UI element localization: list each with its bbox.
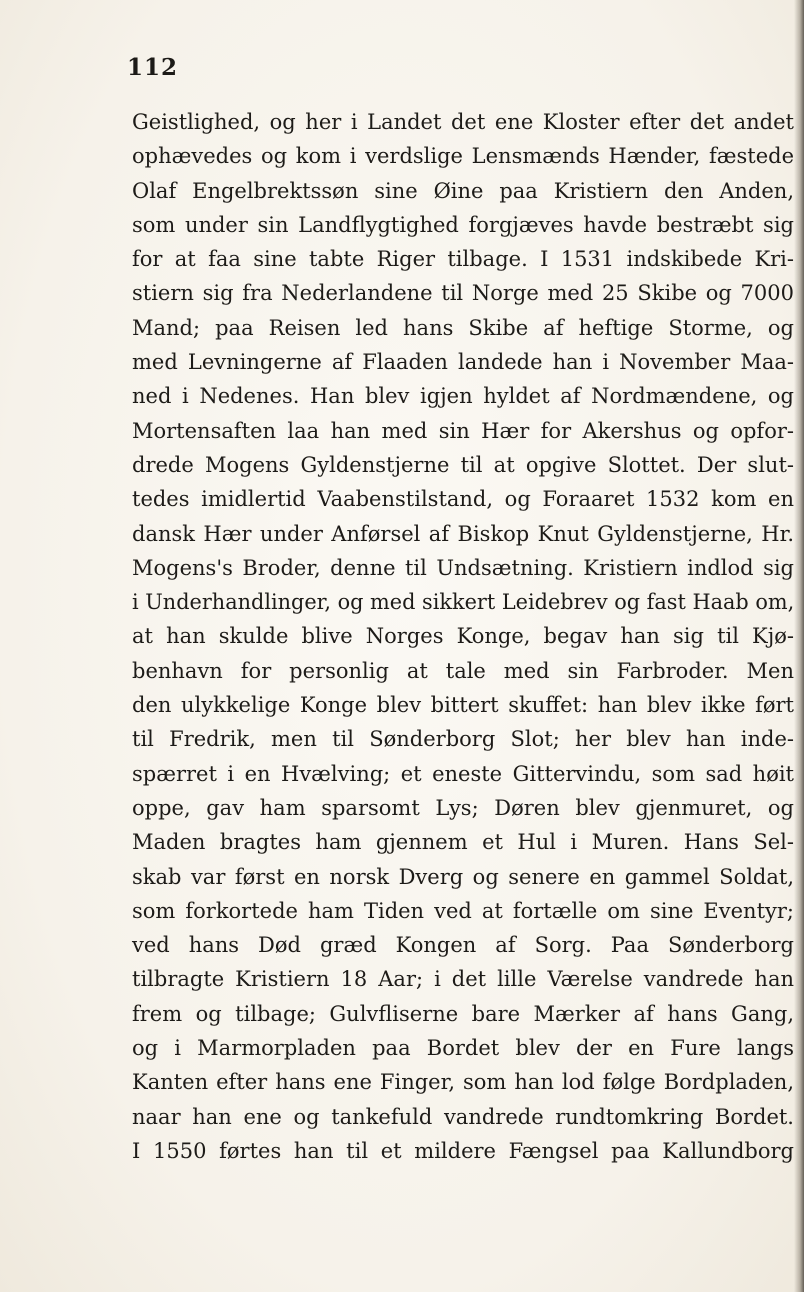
text-line: Olaf Engelbrektssøn sine Øine paa Kristiern den Anden, xyxy=(132,178,794,203)
text-line: til Fredrik, men til Sønderborg Slot; her blev han inde- xyxy=(132,727,794,752)
text-line: naar han ene og tankefuld vandrede rundtomkring Bordet. xyxy=(132,1104,794,1129)
text-line: og i Marmorpladen paa Bordet blev der en Fure langs xyxy=(132,1036,794,1061)
text-line: Kanten efter hans ene Finger, som han lod følge Bordpladen, xyxy=(132,1070,794,1095)
text-line: ophævedes og kom i verdslige Lensmænds Hænder, fæstede xyxy=(132,144,794,169)
text-line: i Underhandlinger, og med sikkert Leidebrev og fast Haab om, xyxy=(132,590,795,615)
text-line: dansk Hær under Anførsel af Biskop Knut Gyldenstjerne, Hr. xyxy=(132,521,794,546)
text-line: for at faa sine tabte Riger tilbage. I 1531 indskibede Kri- xyxy=(132,247,794,272)
text-line: drede Mogens Gyldenstjerne til at opgive Slottet. Der slut- xyxy=(132,452,794,477)
body-text xyxy=(132,105,794,1168)
page-number: 112 xyxy=(127,54,179,81)
text-line: Mand; paa Reisen led hans Skibe af heftige Storme, og xyxy=(132,315,794,340)
text-line: oppe, gav ham sparsomt Lys; Døren blev gjenmuret, og xyxy=(132,795,794,820)
text-line: stiern sig fra Nederlandene til Norge med 25 Skibe og 7000 xyxy=(132,281,794,306)
text-line: skab var først en norsk Dverg og senere en gammel Soldat, xyxy=(132,864,794,889)
text-line: ved hans Død græd Kongen af Sorg. Paa Sønderborg xyxy=(132,933,794,958)
text-line: frem og tilbage; Gulvfliserne bare Mærker af hans Gang, xyxy=(132,1001,794,1026)
text-line: at han skulde blive Norges Konge, begav han sig til Kjø- xyxy=(132,624,794,649)
text-line: Geistlighed, og her i Landet det ene Kloster efter det andet xyxy=(132,110,794,134)
text-line: benhavn for personlig at tale med sin Farbroder. Men xyxy=(132,658,794,683)
text-line: som under sin Landflygtighed forgjæves havde bestræbt sig xyxy=(132,212,794,237)
text-line: med Levningerne af Flaaden landede han i November Maa- xyxy=(132,350,794,375)
text-line: ned i Nedenes. Han blev igjen hyldet af Nordmændene, og xyxy=(132,384,794,409)
text-line: Mortensaften laa han med sin Hær for Akershus og opfor- xyxy=(132,418,794,443)
text-line: Mogens's Broder, denne til Undsætning. Kristiern indlod sig xyxy=(132,555,794,580)
text-line: som forkortede ham Tiden ved at fortælle om sine Eventyr; xyxy=(132,898,794,923)
page-edge-shadow xyxy=(794,0,804,1292)
text-line: I 1550 førtes han til et mildere Fængsel paa Kallundborg xyxy=(132,1138,794,1163)
text-line: den ulykkelige Konge blev bittert skuffet: han blev ikke ført xyxy=(132,693,794,718)
text-line: Maden bragtes ham gjennem et Hul i Muren. Hans Sel- xyxy=(132,830,794,855)
text-line: tedes imidlertid Vaabenstilstand, og Foraaret 1532 kom en xyxy=(132,487,794,512)
text-line: spærret i en Hvælving; et eneste Gittervindu, som sad høit xyxy=(132,761,794,786)
text-line: tilbragte Kristiern 18 Aar; i det lille Værelse vandrede han xyxy=(132,967,794,992)
